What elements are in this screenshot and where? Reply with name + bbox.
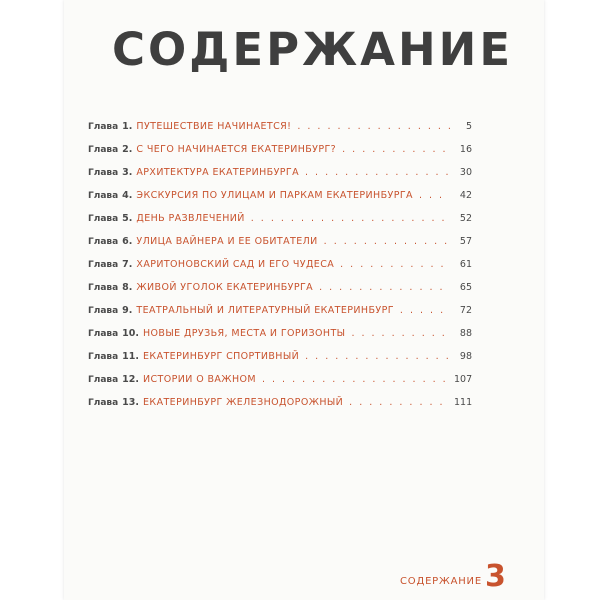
chapter-word: Глава (88, 352, 119, 362)
chapter-word: Глава (88, 260, 119, 270)
chapter-word: Глава (88, 168, 119, 178)
dot-leader (297, 115, 450, 138)
chapter-number: 9. (122, 305, 133, 316)
dot-leader (419, 184, 450, 207)
chapter-word: Глава (88, 214, 119, 224)
chapter-title: АРХИТЕКТУРА ЕКАТЕРИНБУРГА (136, 167, 299, 178)
dot-leader (319, 276, 450, 299)
dot-leader (262, 368, 450, 391)
chapter-title: ТЕАТРАЛЬНЫЙ И ЛИТЕРАТУРНЫЙ ЕКАТЕРИНБУРГ (136, 305, 394, 316)
chapter-number: 7. (122, 259, 133, 270)
dot-leader (349, 391, 450, 414)
toc-entry (88, 299, 472, 322)
chapter-word: Глава (88, 329, 119, 339)
chapter-title: ДЕНЬ РАЗВЛЕЧЕНИЙ (136, 213, 245, 224)
chapter-number: 13. (122, 397, 140, 408)
chapter-page-number: 98 (459, 351, 472, 362)
chapter-title: С ЧЕГО НАЧИНАЕТСЯ ЕКАТЕРИНБУРГ? (136, 144, 337, 155)
chapter-title: ИСТОРИИ О ВАЖНОМ (143, 374, 256, 385)
chapter-page-number: 30 (459, 167, 472, 178)
chapter-word: Глава (88, 398, 119, 408)
dot-leader (305, 345, 450, 368)
toc-entry (88, 230, 472, 253)
chapter-number: 6. (122, 236, 133, 247)
chapter-number: 5. (122, 213, 133, 224)
chapter-word: Глава (88, 306, 119, 316)
dot-leader (324, 230, 450, 253)
chapter-title: ЕКАТЕРИНБУРГ ЖЕЛЕЗНОДОРОЖНЫЙ (143, 397, 344, 408)
dot-leader (342, 138, 450, 161)
toc-entry (88, 138, 472, 161)
chapter-number: 10. (122, 328, 140, 339)
chapter-page-number: 52 (459, 213, 472, 224)
chapter-page-number: 107 (454, 374, 473, 385)
chapter-page-number: 111 (454, 397, 473, 408)
running-footer-label: СОДЕРЖАНИЕ (400, 576, 482, 587)
chapter-title: ХАРИТОНОВСКИЙ САД И ЕГО ЧУДЕСА (136, 259, 335, 270)
chapter-page-number: 42 (459, 190, 472, 201)
page-title: СОДЕРЖАНИЕ (112, 23, 514, 76)
chapter-word: Глава (88, 237, 119, 247)
toc-entry (88, 391, 472, 414)
chapter-title: ЕКАТЕРИНБУРГ СПОРТИВНЫЙ (143, 351, 300, 362)
toc-entry (88, 161, 472, 184)
toc-entry (88, 207, 472, 230)
chapter-number: 8. (122, 282, 133, 293)
dot-leader (340, 253, 450, 276)
dot-leader (351, 322, 450, 345)
toc-entry (88, 345, 472, 368)
chapter-title: ЭКСКУРСИЯ ПО УЛИЦАМ И ПАРКАМ ЕКАТЕРИНБУРГА (136, 190, 413, 201)
chapter-page-number: 57 (459, 236, 472, 247)
chapter-word: Глава (88, 283, 119, 293)
chapter-page-number: 65 (459, 282, 472, 293)
chapter-word: Глава (88, 191, 119, 201)
chapter-title: УЛИЦА ВАЙНЕРА И ЕЕ ОБИТАТЕЛИ (136, 236, 318, 247)
chapter-word: Глава (88, 375, 119, 385)
dot-leader (400, 299, 450, 322)
dot-leader (305, 161, 450, 184)
page-number: 3 (485, 559, 506, 594)
toc-entry (88, 322, 472, 345)
chapter-number: 1. (122, 121, 133, 132)
toc-entry (88, 115, 472, 138)
chapter-title: ПУТЕШЕСТВИЕ НАЧИНАЕТСЯ! (136, 121, 292, 132)
chapter-page-number: 88 (459, 328, 472, 339)
toc-entry (88, 184, 472, 207)
toc-entry (88, 276, 472, 299)
chapter-page-number: 72 (459, 305, 472, 316)
chapter-page-number: 16 (459, 144, 472, 155)
chapter-word: Глава (88, 122, 119, 132)
chapter-word: Глава (88, 145, 119, 155)
chapter-page-number: 5 (465, 121, 472, 132)
chapter-number: 3. (122, 167, 133, 178)
toc-entry (88, 253, 472, 276)
chapter-title: НОВЫЕ ДРУЗЬЯ, МЕСТА И ГОРИЗОНТЫ (143, 328, 346, 339)
chapter-number: 11. (122, 351, 140, 362)
chapter-number: 4. (122, 190, 133, 201)
chapter-number: 2. (122, 144, 133, 155)
dot-leader (251, 207, 450, 230)
toc-entry (88, 368, 472, 391)
chapter-title: ЖИВОЙ УГОЛОК ЕКАТЕРИНБУРГА (136, 282, 314, 293)
table-of-contents (88, 115, 472, 414)
chapter-number: 12. (122, 374, 140, 385)
chapter-page-number: 61 (459, 259, 472, 270)
